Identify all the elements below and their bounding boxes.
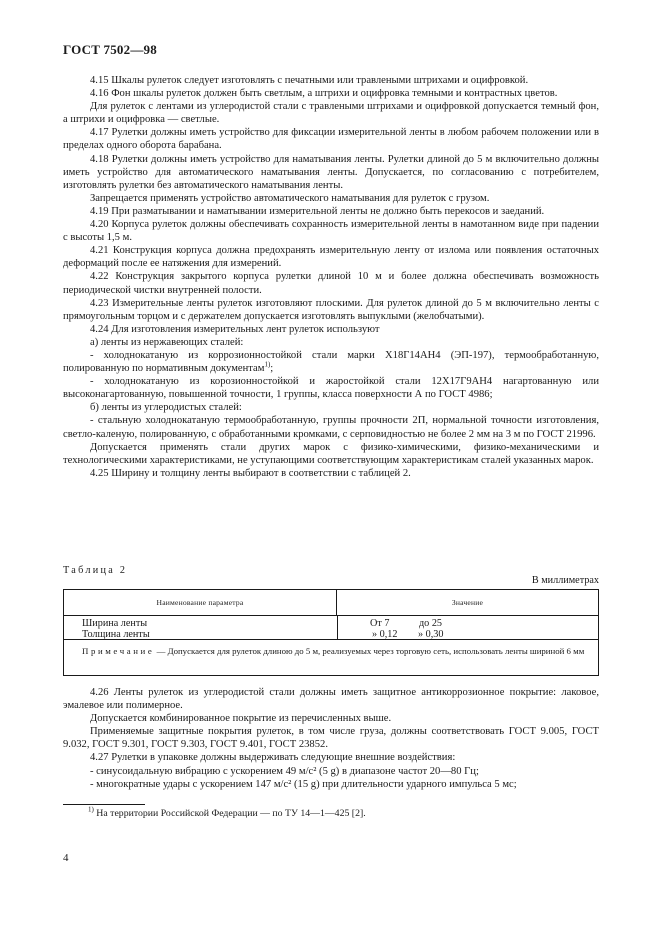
table-note (64, 639, 598, 675)
table-2 (63, 589, 599, 676)
paragraph-4-27: 4.27 Рулетки в упаковке должны выдерживать следующие внешние воздействия: (90, 752, 456, 764)
table-note-label: Примечание (82, 646, 155, 656)
paragraph: Допускается комбинированное покрытие из перечисленных выше. (90, 713, 392, 725)
paragraph-4-16: 4.16 Фон шкалы рулеток должен быть светлым, а штрихи и оцифровка темными и контрастных цветов. (90, 88, 558, 100)
table-cell-thickness-min: » 0,12 (372, 629, 398, 640)
list-item: - стальную холоднокатаную термообработанную, группы прочности 2П, нормальной точности изготовления, светло-каленую, полированную, с обработанными кромками, с серповидностью не более 2 мм на 3 м по ГОСТ 21996. (63, 415, 599, 440)
paragraph-4-20: 4.20 Корпуса рулеток должны обеспечивать сохранность измерительной ленты в намотанном виде при падении с высоты 1,5 м. (63, 219, 599, 244)
paragraph-4-15: 4.15 Шкалы рулеток следует изготовлять с печатными или травлеными штрихами и оцифровкой. (90, 75, 529, 86)
main-text-continued (63, 686, 599, 791)
table-cell-thickness-max: » 0,30 (418, 629, 444, 640)
table-header-parameter: Наименование параметра (64, 590, 337, 616)
list-item: - холоднокатаную из корозионностойкой и жаростойкой стали 12Х17Г9АН4 нагартованную или высоконагартованную, повышенной точности, 1 группы, класса поверхности А по ГОСТ 4986; (63, 376, 599, 401)
paragraph-4-26: 4.26 Ленты рулеток из углеродистой стали должны иметь защитное антикоррозионное покрытие: лаковое, эмалевое или полимерное. (63, 687, 599, 712)
paragraph-4-21: 4.21 Конструкция корпуса должна предохранять измерительную ленту от излома или появления остаточных деформаций после ее натяжения для измерений. (63, 245, 599, 270)
main-text (63, 74, 599, 480)
page-number: 4 (63, 852, 69, 864)
paragraph-4-19: 4.19 При разматывании и наматывании измерительной ленты не должно быть перекосов и заеданий. (90, 205, 545, 217)
table-cell-width-min: От 7 (370, 618, 390, 629)
list-item (63, 349, 599, 375)
table-caption: Таблица 2 (63, 565, 128, 576)
list-item: - синусоидальную вибрацию с ускорением 49 м/с² (5 g) в диапазоне частот 20—80 Гц; (90, 765, 479, 777)
footnote-divider (63, 804, 145, 805)
paragraph-4-22: 4.22 Конструкция закрытого корпуса рулетки длиной 10 м и более должна обеспечивать возможность периодической чистки внутренней полости. (63, 271, 599, 296)
footnote-mark: 1) (88, 805, 94, 814)
table-cell-param-thickness: Толщина ленты (82, 629, 150, 640)
list-item-text: - холоднокатаную из коррозионностойкой стали марки Х18Г14АН4 (ЭП-197), термообработанную, полированную по нормативным документам (63, 349, 599, 375)
paragraph: Допускается применять стали других марок с физико-химическими, физико-механическими и технологическими характеристиками, не уступающими соответствующим характеристикам сталей указанных марок. (63, 441, 599, 466)
paragraph-4-24: 4.24 Для изготовления измерительных лент рулеток используют (90, 323, 380, 335)
paragraph-4-18: 4.18 Рулетки должны иметь устройство для наматывания ленты. Рулетки длиной до 5 м включительно должны иметь устройство для автоматического наматывания ленты. Допускается, по согласованию с потребителем, изготовлять рулетки без автоматического наматывания ленты. (63, 153, 599, 191)
paragraph-4-17: 4.17 Рулетки должны иметь устройство для фиксации измерительной ленты в любом рабочем положении или в пределах одного оборота барабана. (63, 127, 599, 152)
paragraph: Применяемые защитные покрытия рулеток, в том числе груза, должны соответствовать ГОСТ 9.005, ГОСТ 9.032, ГОСТ 9.301, ГОСТ 9.303, ГОСТ 9.401, ГОСТ 23852. (63, 726, 599, 751)
paragraph: Для рулеток с лентами из углеродистой стали с травлеными штрихами и оцифровкой допускается темный фон, а штрихи и оцифровка — светлые. (63, 101, 599, 126)
list-item: б) ленты из углеродистых сталей: (90, 402, 242, 414)
footnote (88, 805, 366, 819)
list-item: а) ленты из нержавеющих сталей: (90, 336, 244, 348)
table-units: В миллиметрах (531, 575, 599, 586)
document-header: ГОСТ 7502—98 (63, 42, 157, 57)
paragraph-4-25: 4.25 Ширину и толщину ленты выбирают в соответствии с таблицей 2. (90, 467, 411, 479)
column-divider (337, 616, 338, 639)
footnote-reference: 1) (264, 360, 271, 369)
table-cell-param-width: Ширина ленты (82, 618, 148, 629)
footnote-text: На территории Российской Федерации — по ТУ 14—1—425 [2]. (96, 808, 366, 819)
paragraph: Запрещается применять устройство автоматического наматывания для рулеток с грузом. (90, 192, 490, 204)
table-cell-width-max: до 25 (419, 618, 443, 629)
list-item-tail: ; (270, 363, 274, 375)
table-note-text: — Допускается для рулеток длиною до 5 м, реализуемых через торговую сеть, использовать ленты шириной 6 мм (154, 646, 585, 656)
table-header-value: Значение (337, 590, 598, 616)
paragraph-4-23: 4.23 Измерительные ленты рулеток изготовляют плоскими. Для рулеток длиной до 5 м включительно ленты с прямоугольным торцом и с держателем допускается изготовлять выпуклыми (желобчатыми). (63, 297, 599, 322)
list-item: - многократные удары с ускорением 147 м/с² (15 g) при длительности ударного импульса 5 мс; (90, 778, 517, 790)
